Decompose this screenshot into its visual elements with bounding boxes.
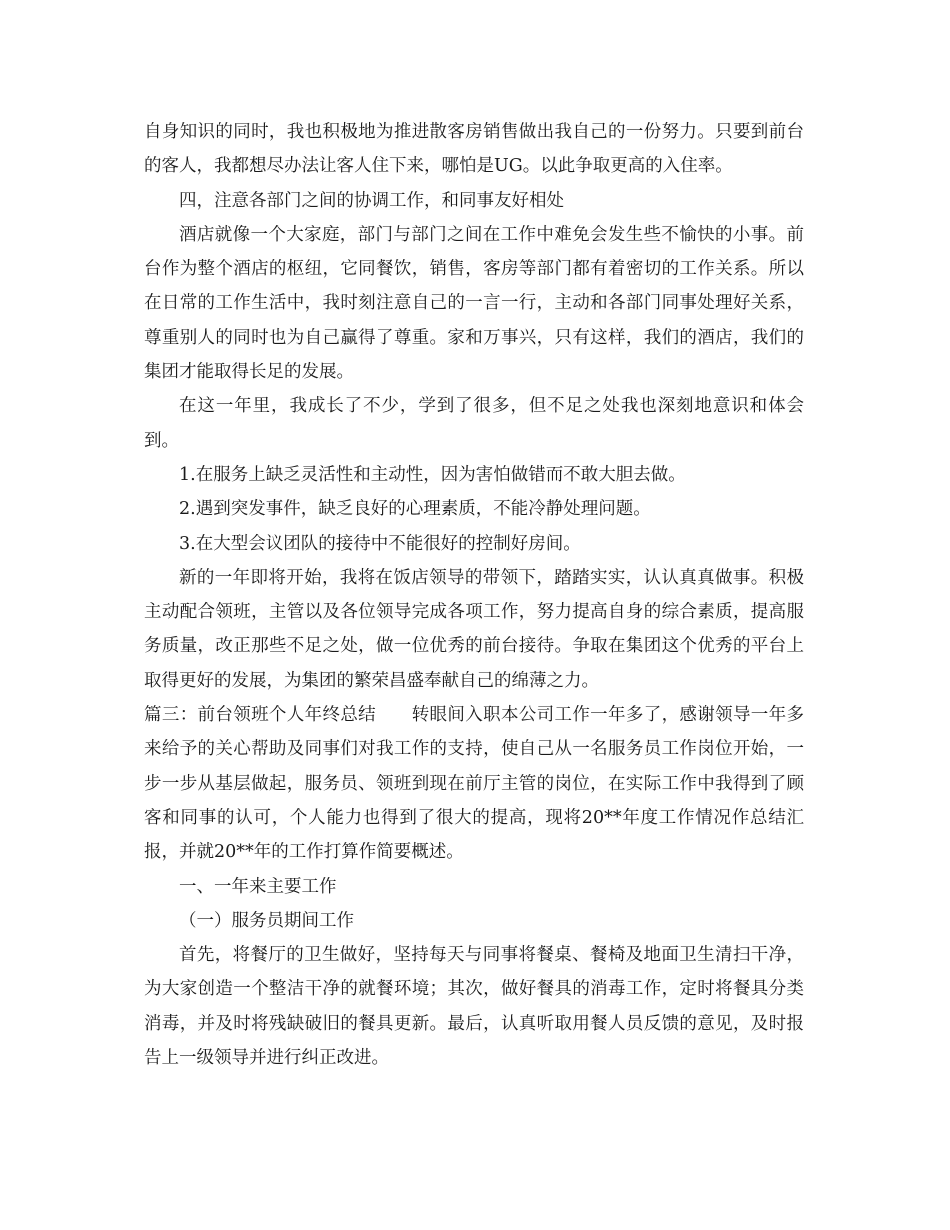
subsection-heading-waiter: （一）服务员期间工作	[179, 910, 354, 931]
paragraph-teamwork: 酒店就像一个大家庭，部门与部门之间在工作中难免会发生些不愉快的小事。前台作为整个酒店的枢纽，它同餐饮，销售，客房等部门都有着密切的工作关系。所以在日常的工作生活中，我时刻注意自己的一言一行，主动和各部门同事处理好关系，尊重别人的同时也为自己赢得了尊重。家和万事兴，只有这样，我们的酒店，我们的集团才能取得长足的发展。	[144, 224, 804, 383]
list-item-3: 3.在大型会议团队的接待中不能很好的控制好房间。	[179, 533, 581, 554]
paragraph-new-year: 新的一年即将开始，我将在饭店领导的带领下，踏踏实实，认认真真做事。积极主动配合领班，主管以及各位领导完成各项工作，努力提高自身的综合素质，提高服务质量，改正那些不足之处，做一位优秀的前台接待。争取在集团这个优秀的平台上取得更好的发展，为集团的繁荣昌盛奉献自己的绵薄之力。	[144, 567, 804, 691]
list-item-2: 2.遇到突发事件，缺乏良好的心理素质，不能冷静处理问题。	[179, 499, 651, 520]
paragraph-waiter-duties: 首先，将餐厅的卫生做好，坚持每天与同事将餐桌、餐椅及地面卫生清扫干净，为大家创造一个整洁干净的就餐环境；其次，做好餐具的消毒工作，定时将餐具分类消毒，并及时将残缺破旧的餐具更新。最后，认真听取用餐人员反馈的意见，及时报告上一级领导并进行纠正改进。	[144, 945, 804, 1069]
list-item-1: 1.在服务上缺乏灵活性和主动性，因为害怕做错而不敢大胆去做。	[179, 464, 686, 485]
paragraph-article-three: 篇三：前台领班个人年终总结 转眼间入职本公司工作一年多了，感谢领导一年多来给予的关心帮助及同事们对我工作的支持，使自己从一名服务员工作岗位开始，一步一步从基层做起，服务员、领班到现在前厅主管的岗位，在实际工作中我得到了顾客和同事的认可，个人能力也得到了很大的提高，现将20**年度工作情况作总结汇报，并就20**年的工作打算作简要概述。	[144, 705, 804, 863]
paragraph-intro-continuation: 自身知识的同时，我也积极地为推进散客房销售做出我自己的一份努力。只要到前台的客人，我都想尽办法让客人住下来，哪怕是UG。以此争取更高的入住率。	[144, 122, 804, 177]
section-heading-four: 四，注意各部门之间的协调工作，和同事友好相处	[179, 190, 564, 211]
section-heading-main-work: 一、一年来主要工作	[179, 876, 337, 897]
document-body	[144, 115, 804, 1075]
paragraph-shortcomings-intro: 在这一年里，我成长了不少，学到了很多，但不足之处我也深刻地意识和体会到。	[144, 396, 804, 451]
